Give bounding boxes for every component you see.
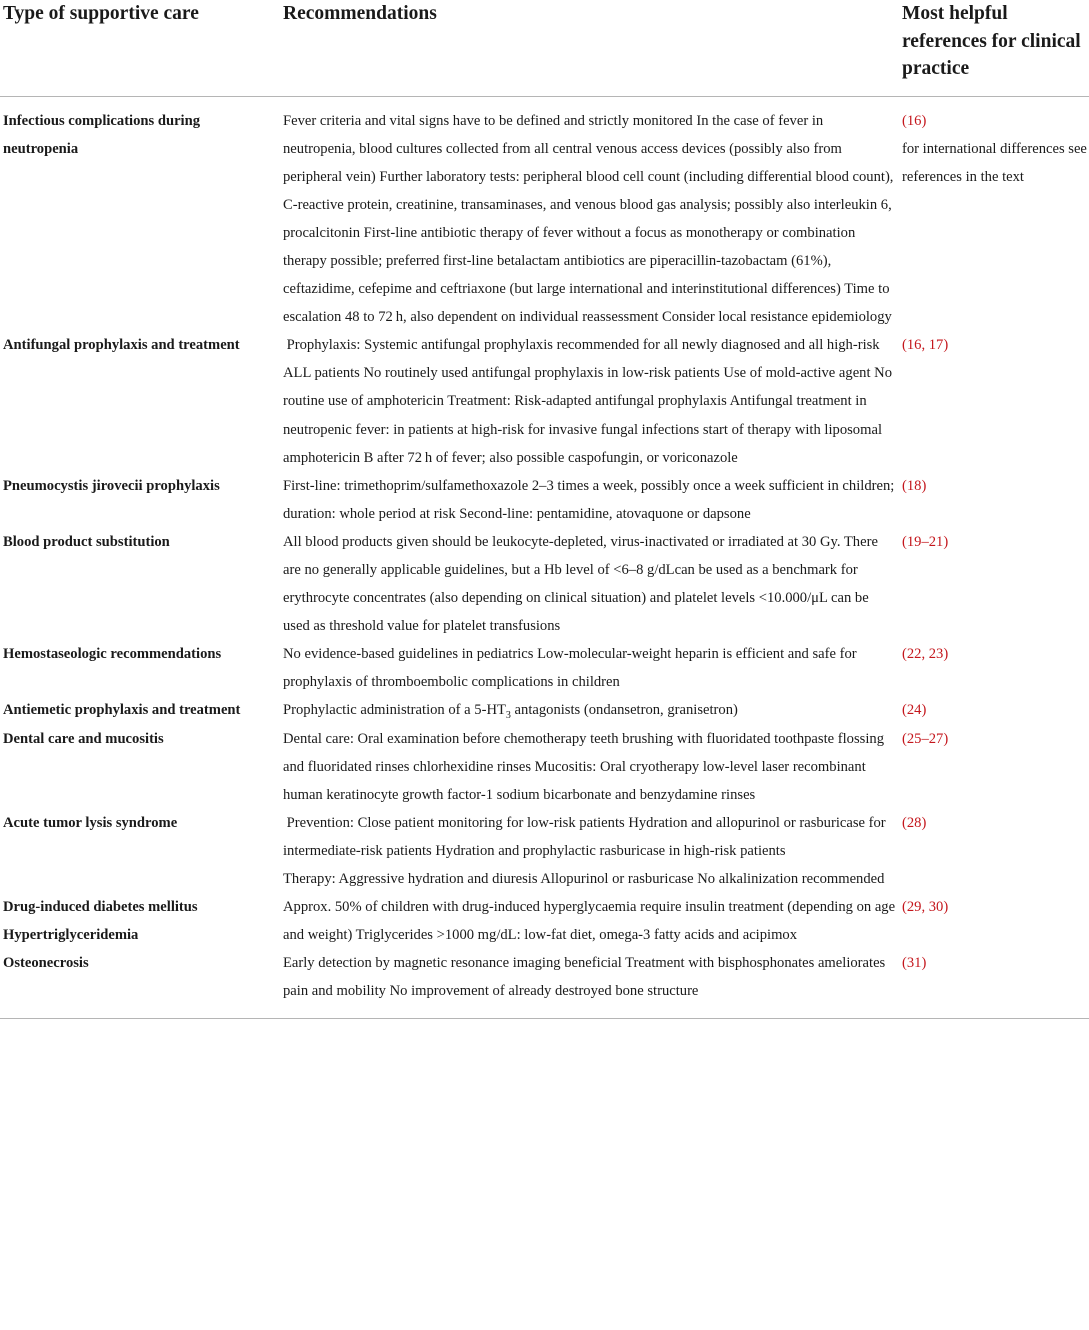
references (902, 472, 1089, 528)
header-type: Type of supportive care (0, 0, 283, 96)
table-row (0, 331, 1089, 471)
recommendation (283, 809, 902, 893)
references (902, 96, 1089, 331)
references (902, 949, 1089, 1018)
recommendation-text: Dental care: Oral examination before chemotherapy teeth brushing with fluoridated toothpaste flossing and fluoridated rinses chlorhexidine rinses Mucositis: Oral cryotherapy low-level laser recombinant human keratinocyte growth factor-1 sodium bicarbonate and benzydamine rinses (283, 730, 884, 803)
table-row (0, 640, 1089, 696)
recommendation (283, 725, 902, 809)
recommendation-text: No evidence-based guidelines in pediatrics Low-molecular-weight heparin is efficient and safe for prophylaxis of thromboembolic complications in children (283, 646, 857, 691)
recommendation (283, 893, 902, 949)
table-row (0, 893, 1089, 949)
header-references: Most helpful references for clinical practice (902, 0, 1089, 96)
references (902, 696, 1089, 724)
table-row (0, 809, 1089, 893)
reference-link[interactable]: (16) (902, 112, 927, 129)
care-type: Antiemetic prophylaxis and treatment (3, 702, 241, 719)
references (902, 528, 1089, 640)
references (902, 893, 1089, 949)
recommendation (283, 640, 902, 696)
care-type: Antifungal prophylaxis and treatment (3, 337, 240, 354)
references (902, 809, 1089, 893)
recommendation (283, 331, 902, 471)
recommendation-text: First-line: trimethoprim/sulfamethoxazole 2–3 times a week, possibly once a week sufficient in children; duration: whole period at risk Second-line: pentamidine, atovaquone or dapsone (283, 477, 895, 522)
reference-link[interactable]: (28) (902, 814, 927, 831)
reference-link[interactable]: (18) (902, 477, 927, 494)
recommendation-text: Prophylaxis: Systemic antifungal prophylaxis recommended for all newly diagnosed and all high-risk ALL patients No routinely used antifungal prophylaxis in low-risk patients Use of mold-active agent No routine use of amphotericin Treatment: Risk-adapted antifungal prophylaxis Antifungal treatment in neutropenic fever: in patients at high-risk for invasive fungal infections start of therapy with liposomal amphotericin B after 72 h of fever; also possible caspofungin, or voriconazole (283, 337, 893, 466)
care-type: Acute tumor lysis syndrome (3, 814, 178, 831)
table-row (0, 472, 1089, 528)
reference-link[interactable]: (22, 23) (902, 646, 949, 663)
header-recommendations: Recommendations (283, 0, 902, 96)
recommendation-text: Approx. 50% of children with drug-induced hyperglycaemia require insulin treatment (depending on age and weight) Triglycerides >1000 mg/dL: low-fat diet, omega-3 fatty acids and acipimox (283, 899, 896, 944)
table-row (0, 949, 1089, 1018)
recommendation-text: Prevention: Close patient monitoring for low-risk patients Hydration and allopurinol or rasburicase for intermediate-risk patients Hydration and prophylactic rasburicase in high-risk patients (283, 814, 886, 859)
reference-link[interactable]: (16, 17) (902, 337, 949, 354)
recommendation (283, 696, 902, 724)
care-type: Hemostaseologic recommendations (3, 646, 222, 663)
references (902, 725, 1089, 809)
reference-note: for international differences see references in the text (902, 140, 1087, 185)
care-type: Infectious complications during neutropenia (3, 112, 201, 157)
table-row (0, 725, 1089, 809)
recommendation-text: All blood products given should be leukocyte-depleted, virus-inactivated or irradiated at 30 Gy. There are no generally applicable guidelines, but a Hb level of <6–8 g/dLcan be used as a benchmark for erythrocyte concentrates (also depending on clinical situation) and platelet levels <10.000/μL can be used as threshold value for platelet transfusions (283, 533, 878, 635)
reference-link[interactable]: (31) (902, 955, 927, 972)
care-type: Osteonecrosis (0, 949, 283, 1018)
recommendation (283, 472, 902, 528)
recommendation-text: Early detection by magnetic resonance imaging beneficial Treatment with bisphosphonates ameliorates pain and mobility No improvement of already destroyed bone structure (283, 955, 886, 1000)
table-row (0, 528, 1089, 640)
table-body (0, 96, 1089, 1018)
recommendation-text: Therapy: Aggressive hydration and diuresis Allopurinol or rasburicase No alkalinization recommended (283, 871, 885, 888)
table-row (0, 96, 1089, 331)
references (902, 640, 1089, 696)
care-type: Dental care and mucositis (3, 730, 164, 747)
reference-link[interactable]: (19–21) (902, 533, 949, 550)
care-type: Blood product substitution (3, 533, 170, 550)
care-type: Drug-induced diabetes mellitus Hypertriglyceridemia (3, 899, 198, 944)
recommendation-text: Fever criteria and vital signs have to be defined and strictly monitored In the case of fever in neutropenia, blood cultures collected from all central venous access devices (possibly also from peripheral vein) Further laboratory tests: peripheral blood cell count (including differential blood count), C-reactive protein, creatinine, transaminases, and venous blood gas analysis; possibly also interleukin 6, procalcitonin First-line antibiotic therapy of fever without a focus as monotherapy or combination therapy possible; preferred first-line betalactam antibiotics are piperacillin-tazobactam (61%), ceftazidime, cefepime and ceftriaxone (but large international and interinstitutional differences) Time to escalation 48 to 72 h, also dependent on individual reassessment Consider local resistance epidemiology (283, 112, 894, 326)
recommendation-text: Prophylactic administration of a $5-HT_3$ antagonists (ondansetron, granisetron) (283, 702, 738, 722)
care-type: Pneumocystis jirovecii prophylaxis (3, 477, 220, 494)
reference-link[interactable]: (29, 30) (902, 899, 949, 916)
recommendation (283, 949, 902, 1018)
recommendation (283, 528, 902, 640)
references (902, 331, 1089, 471)
recommendation (283, 96, 902, 331)
reference-link[interactable]: (24) (902, 702, 927, 719)
header-row (0, 0, 1089, 96)
table-row (0, 696, 1089, 724)
reference-link[interactable]: (25–27) (902, 730, 949, 747)
